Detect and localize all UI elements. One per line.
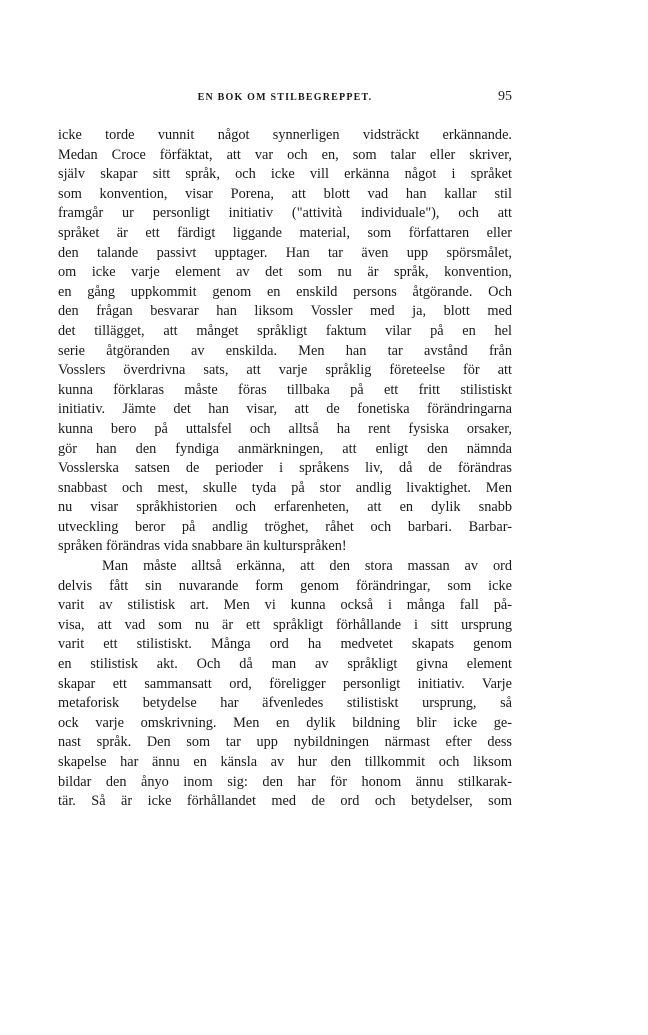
text-line: om icke varje element av det som nu är språk, konvention, <box>58 264 512 281</box>
text-line: tär. Så är icke förhållandet med de ord och betydelser, som <box>58 793 512 810</box>
text-line: det tillägget, att månget språkligt faktum vilar på en hel <box>58 322 512 339</box>
text-line: ock varje omskrivning. Men en dylik bildning blir icke ge- <box>58 714 512 731</box>
text-line: som konvention, visar Porena, att blott vad han kallar stil <box>58 185 512 202</box>
text-line: Vosslerska satsen de perioder i språkens liv, då de förändras <box>58 460 512 477</box>
running-title: EN BOK OM STILBEGREPPET. <box>197 92 373 103</box>
text-line: initiativ. Jämte det han visar, att de fonetiska förändringarna <box>58 401 512 418</box>
page-number: 95 <box>498 89 512 104</box>
text-line: utveckling beror på andlig tröghet, råhet och barbari. Barbar- <box>58 518 512 535</box>
body-text <box>58 126 512 812</box>
text-line: språken förändras vida snabbare än kulturspråken! <box>58 538 347 555</box>
text-line: bildar den ånyo inom sig: den har för honom ännu stilkarak- <box>58 773 512 790</box>
text-line: kunna bero på uttalsfel och alltså ha rent fysiska orsaker, <box>58 420 512 437</box>
text-line: skapar ett sammansatt ord, föreligger personligt initiativ. Varje <box>58 675 512 692</box>
text-line: den talande passivt upptager. Han tar även upp spörsmålet, <box>58 244 512 261</box>
text-line: skapelse har ännu en känsla av hur den tillkommit och liksom <box>58 754 512 770</box>
text-line: Vosslers överdrivna sats, att varje språklig företeelse för att <box>58 362 512 379</box>
page-header <box>58 88 512 110</box>
text-line: framgår ur personligt initiativ ("attività individuale"), och att <box>58 205 512 222</box>
book-page <box>58 88 512 812</box>
text-line: metaforisk betydelse har äfvenledes stilistiskt ursprung, så <box>58 695 512 712</box>
text-line: gör han den fyndiga anmärkningen, att enligt den nämnda <box>58 440 512 457</box>
text-line: själv skapar sitt språk, och icke vill erkänna något i språket <box>58 166 512 183</box>
paragraph-first-line: Man måste alltså erkänna, att den stora massan av ord <box>102 558 512 575</box>
text-line: en stilistisk akt. Och då man av språkligt givna element <box>58 656 512 673</box>
text-line: delvis fått sin nuvarande form genom förändringar, som icke <box>58 577 512 594</box>
text-line: nast språk. Den som tar upp nybildningen närmast efter dess <box>58 734 512 751</box>
text-line: språket är ett färdigt liggande material, som författaren eller <box>58 224 512 241</box>
text-line: varit av stilistisk art. Men vi kunna också i många fall på- <box>58 597 512 614</box>
text-line: varit ett stilistiskt. Många ord ha medvetet skapats genom <box>58 636 512 653</box>
text-line: nu visar språkhistorien och erfarenheten, att en dylik snabb <box>58 499 512 516</box>
text-line: serie åtgöranden av enskilda. Men han tar avstånd från <box>58 342 512 359</box>
text-line: visa, att vad som nu är ett språkligt förhållande i sitt ursprung <box>58 616 512 633</box>
text-line: snabbast och mest, skulle tyda på stor andlig livaktighet. Men <box>58 479 512 496</box>
text-line: Medan Croce förfäktat, att var och en, som talar eller skriver, <box>58 146 512 163</box>
text-line: kunna förklaras måste föras tillbaka på ett fritt stilistiskt <box>58 381 512 398</box>
text-line: en gång uppkommit genom en enskild persons åtgörande. Och <box>58 283 512 300</box>
text-line: den frågan besvarar han liksom Vossler med ja, blott med <box>58 303 512 320</box>
text-line: icke torde vunnit något synnerligen vidsträckt erkännande. <box>58 127 512 143</box>
